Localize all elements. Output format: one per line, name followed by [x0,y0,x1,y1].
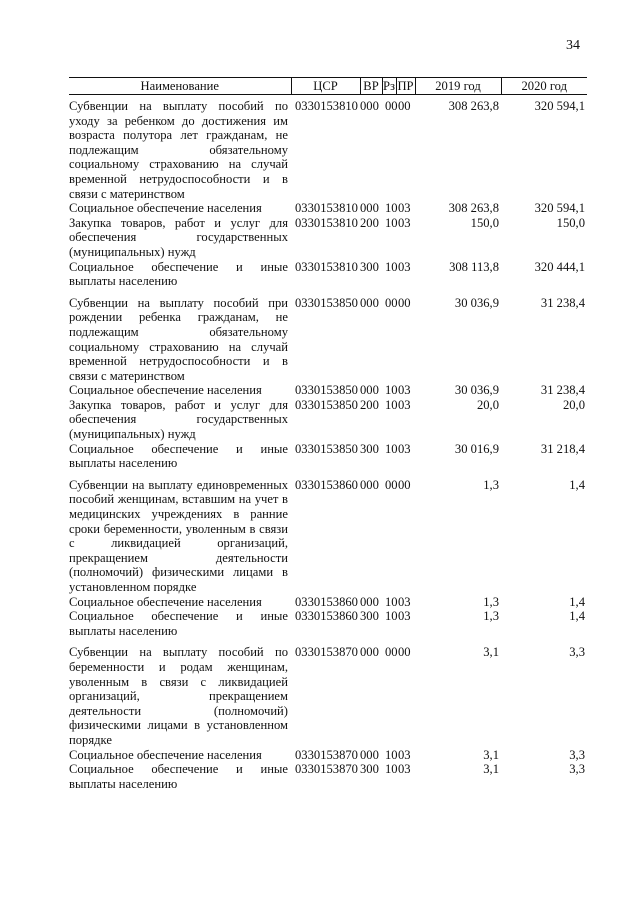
row-value-2020: 320 594,1 [534,201,585,216]
header-name: Наименование [69,78,291,95]
row-csr: 0330153860 [295,477,358,492]
row-rz: 10 [385,383,398,398]
row-pr: 03 [398,215,411,230]
header-2019: 2019 год [415,78,501,95]
row-csr: 0330153860 [295,609,358,624]
row-value-2019: 3,1 [483,762,499,777]
page-number: 34 [566,38,580,53]
row-value-2020: 3,3 [569,762,585,777]
table-row [69,762,587,791]
row-value-2020: 320 444,1 [534,259,585,274]
row-value-2020: 150,0 [556,215,585,230]
header-rz: Рз [383,79,395,94]
row-value-2020: 3,3 [569,645,585,660]
row-vr: 000 [360,201,379,216]
row-pr: 00 [398,295,411,310]
row-name: Социальное обеспечение и иные выплаты населению [69,441,288,471]
row-vr: 300 [360,441,379,456]
row-pr: 03 [398,609,411,624]
row-name: Закупка товаров, работ и услуг для обеспечения государственных (муниципальных) нужд [69,215,288,259]
row-csr: 0330153810 [295,201,358,216]
row-vr: 000 [360,383,379,398]
row-name: Социальное обеспечение и иные выплаты населению [69,259,288,289]
row-csr: 0330153810 [295,99,358,113]
row-name: Социальное обеспечение населения [69,383,262,398]
row-pr: 03 [398,259,411,274]
row-value-2019: 20,0 [476,397,499,412]
row-vr: 000 [360,645,379,660]
header-csr: ЦСР [291,78,360,95]
row-value-2019: 308 113,8 [449,259,499,274]
row-value-2019: 308 263,8 [448,201,499,216]
row-vr: 000 [360,99,379,113]
row-csr: 0330153870 [295,747,358,762]
row-rz: 00 [385,295,398,310]
row-name: Социальное обеспечение и иные выплаты населению [69,762,288,791]
row-rz: 00 [385,477,398,492]
row-value-2019: 30 036,9 [454,295,499,310]
row-csr: 0330153810 [295,215,358,230]
table-row [69,95,587,202]
row-pr: 03 [398,397,411,412]
row-vr: 300 [360,609,379,624]
row-vr: 300 [360,259,379,274]
row-csr: 0330153870 [295,645,358,660]
table-row [69,289,587,384]
row-csr: 0330153850 [295,441,358,456]
row-value-2020: 1,4 [569,477,585,492]
row-rz: 10 [385,762,398,777]
row-value-2019: 150,0 [470,215,499,230]
row-rz: 00 [385,645,398,660]
row-csr: 0330153810 [295,259,358,274]
row-name: Социальное обеспечение и иные выплаты населению [69,609,288,638]
table-row [69,201,587,216]
row-name: Субвенции на выплату пособий при рождении ребенка гражданам, не подлежащим обязательному социальному страхованию на случай временной нетрудоспособности и в связи с материнством [69,295,288,383]
row-value-2020: 1,4 [569,594,585,609]
row-value-2020: 20,0 [562,397,585,412]
row-vr: 200 [360,215,379,230]
row-csr: 0330153860 [295,594,358,609]
row-pr: 00 [398,645,411,660]
row-vr: 300 [360,762,379,777]
row-rz: 10 [385,201,398,216]
row-value-2019: 30 016,9 [454,441,499,456]
row-value-2020: 3,3 [569,747,585,762]
row-name: Субвенции на выплату пособий по уходу за ребенком до достижения им возраста полутора лет гражданам, не подлежащим обязательному социальному страхованию на случай временной нетрудоспособности и в связи с материнством [69,99,288,201]
budget-table [69,77,587,791]
row-pr: 00 [398,477,411,492]
row-rz: 10 [385,609,398,624]
row-pr: 03 [398,383,411,398]
row-name: Закупка товаров, работ и услуг для обеспечения государственных (муниципальных) нужд [69,397,288,442]
row-value-2019: 1,3 [483,609,499,624]
row-value-2020: 1,4 [569,609,585,624]
row-name: Социальное обеспечение населения [69,747,262,762]
row-value-2020: 320 594,1 [534,99,585,113]
row-pr: 03 [398,747,411,762]
row-value-2019: 308 263,8 [448,99,499,113]
row-vr: 000 [360,477,379,492]
table-row [69,471,587,595]
row-value-2020: 31 238,4 [540,295,585,310]
row-rz: 10 [385,215,398,230]
row-rz: 10 [385,259,398,274]
table-row [69,216,587,260]
table-row [69,748,587,763]
row-value-2019: 1,3 [483,477,499,492]
table-row [69,442,587,471]
row-rz: 10 [385,747,398,762]
table-row [69,609,587,638]
row-name: Субвенции на выплату единовременных пособий женщинам, вставшим на учет в медицинских учреждениях в ранние сроки беременности, уволенным в связи с ликвидацией организаций, прекращением деятельности (полномочий) физическими лицами в установленном порядке [69,477,288,594]
row-vr: 000 [360,295,379,310]
row-value-2019: 3,1 [483,645,499,660]
row-rz: 10 [385,441,398,456]
row-rz: 10 [385,397,398,412]
row-vr: 000 [360,594,379,609]
header-pr: ПР [397,79,414,94]
row-pr: 00 [398,99,411,113]
row-pr: 03 [398,594,411,609]
table-row [69,383,587,398]
table-body [69,95,587,792]
header-vr: ВР [360,78,382,95]
row-name: Социальное обеспечение населения [69,594,262,609]
row-vr: 200 [360,397,379,412]
table-row [69,595,587,610]
row-name: Социальное обеспечение населения [69,201,262,216]
row-pr: 03 [398,762,411,777]
row-value-2020: 31 238,4 [540,383,585,398]
table-row [69,260,587,289]
header-2020: 2020 год [501,78,587,95]
row-rz: 10 [385,594,398,609]
row-name: Субвенции на выплату пособий по беременности и родам женщинам, уволенным в связи с ликвидацией организаций, прекращением деятельности (полномочий) физическими лицами в установленном порядке [69,645,288,747]
table-header-row [69,78,587,95]
row-csr: 0330153850 [295,397,358,412]
row-csr: 0330153870 [295,762,358,777]
row-value-2019: 1,3 [483,594,499,609]
table-row [69,398,587,442]
row-value-2020: 31 218,4 [540,441,585,456]
row-csr: 0330153850 [295,383,358,398]
row-value-2019: 30 036,9 [454,383,499,398]
row-rz: 00 [385,99,398,113]
table-row [69,638,587,747]
row-vr: 000 [360,747,379,762]
row-csr: 0330153850 [295,295,358,310]
row-pr: 03 [398,441,411,456]
row-pr: 03 [398,201,411,216]
row-value-2019: 3,1 [483,747,499,762]
